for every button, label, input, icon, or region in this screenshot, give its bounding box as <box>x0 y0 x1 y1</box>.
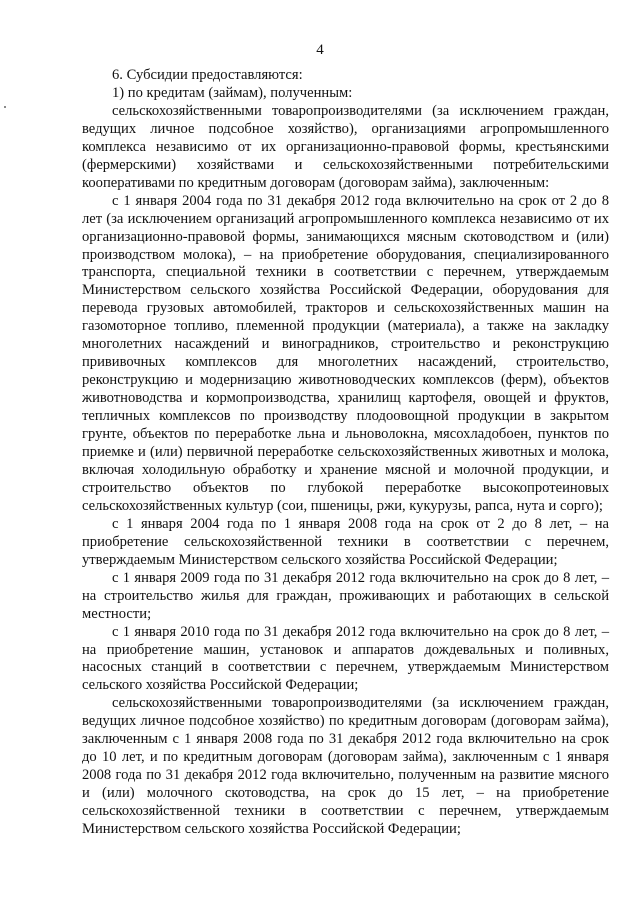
scan-artifact <box>4 106 6 108</box>
page-number: 4 <box>316 42 324 58</box>
paragraph-subheading: 1) по кредитам (займам), полученным: <box>112 84 353 101</box>
paragraph: сельскохозяйственными товаропроизводителями (за исключением граждан, ведущих личное подсобное хозяйство), организациями агропромышленного комплекса независимо от их организационно-правовой формы, крестьянскими (фермерскими) хозяйствами и сельскохозяйственными потребительскими кооперативами по кредитным договорам (договорам займа), заключенным: <box>82 102 609 191</box>
paragraph-heading: 6. Субсидии предоставляются: <box>112 67 303 83</box>
paragraph: с 1 января 2009 года по 31 декабря 2012 года включительно на срок до 8 лет, – на строительство жилья для граждан, проживающих и работающих в сельской местности; <box>82 569 609 622</box>
document-body <box>82 67 609 839</box>
paragraph: с 1 января 2004 года по 31 декабря 2012 года включительно на срок от 2 до 8 лет (за исключением организаций агропромышленного комплекса независимо от их организационно-правовой формы, занимающихся мясным скотоводством и (или) производством молока), – на приобретение оборудования, специализированного транспорта, специальной техники в соответствии с перечнем, утверждаемым Министерством сельского хозяйства Российской Федерации, оборудования для перевода грузовых автомобилей, тракторов и сельскохозяйственных машин на газомоторное топливо, племенной продукции (материала), а также на закладку многолетних насаждений и виноградников, строительство и реконструкцию прививочных комплексов для многолетних насаждений, строительство, реконструкцию и модернизацию животноводческих комплексов (ферм), объектов животноводства и кормопроизводства, хранилищ картофеля, овощей и фруктов, тепличных комплексов по производству плодоовощной продукции в закрытом грунте, объектов по переработке льна и льноволокна, мясохладобоен, пунктов по приемке и (или) первичной переработке сельскохозяйственных животных и молока, включая холодильную обработку и хранение мясной и молочной продукции, и строительство объектов по глубокой переработке высокопротеиновых сельскохозяйственных культур (сои, пшеницы, ржи, кукурузы, рапса, нута и сорго); <box>82 192 609 514</box>
paragraph: с 1 января 2004 года по 1 января 2008 года на срок от 2 до 8 лет, – на приобретение сельскохозяйственной техники в соответствии с перечнем, утверждаемым Министерством сельского хозяйства Российской Федерации; <box>82 515 609 568</box>
paragraph: сельскохозяйственными товаропроизводителями (за исключением граждан, ведущих личное подсобное хозяйство) по кредитным договорам (договорам займа), заключенным с 1 января 2008 года по 31 декабря 2012 года включительно на срок до 10 лет, и по кредитным договорам (договорам займа), заключенным с 1 января 2008 года по 31 декабря 2012 года включительно, полученным на развитие мясного и (или) молочного скотоводства, на срок до 15 лет, – на приобретение сельскохозяйственной техники в соответствии с перечнем, утверждаемым Министерством сельского хозяйства Российской Федерации; <box>82 695 609 838</box>
paragraph: с 1 января 2010 года по 31 декабря 2012 года включительно на срок до 8 лет, – на приобретение машин, установок и аппаратов дождевальных и поливных, насосных станций в соответствии с перечнем, утверждаемым Министерством сельского хозяйства Российской Федерации; <box>82 623 609 694</box>
